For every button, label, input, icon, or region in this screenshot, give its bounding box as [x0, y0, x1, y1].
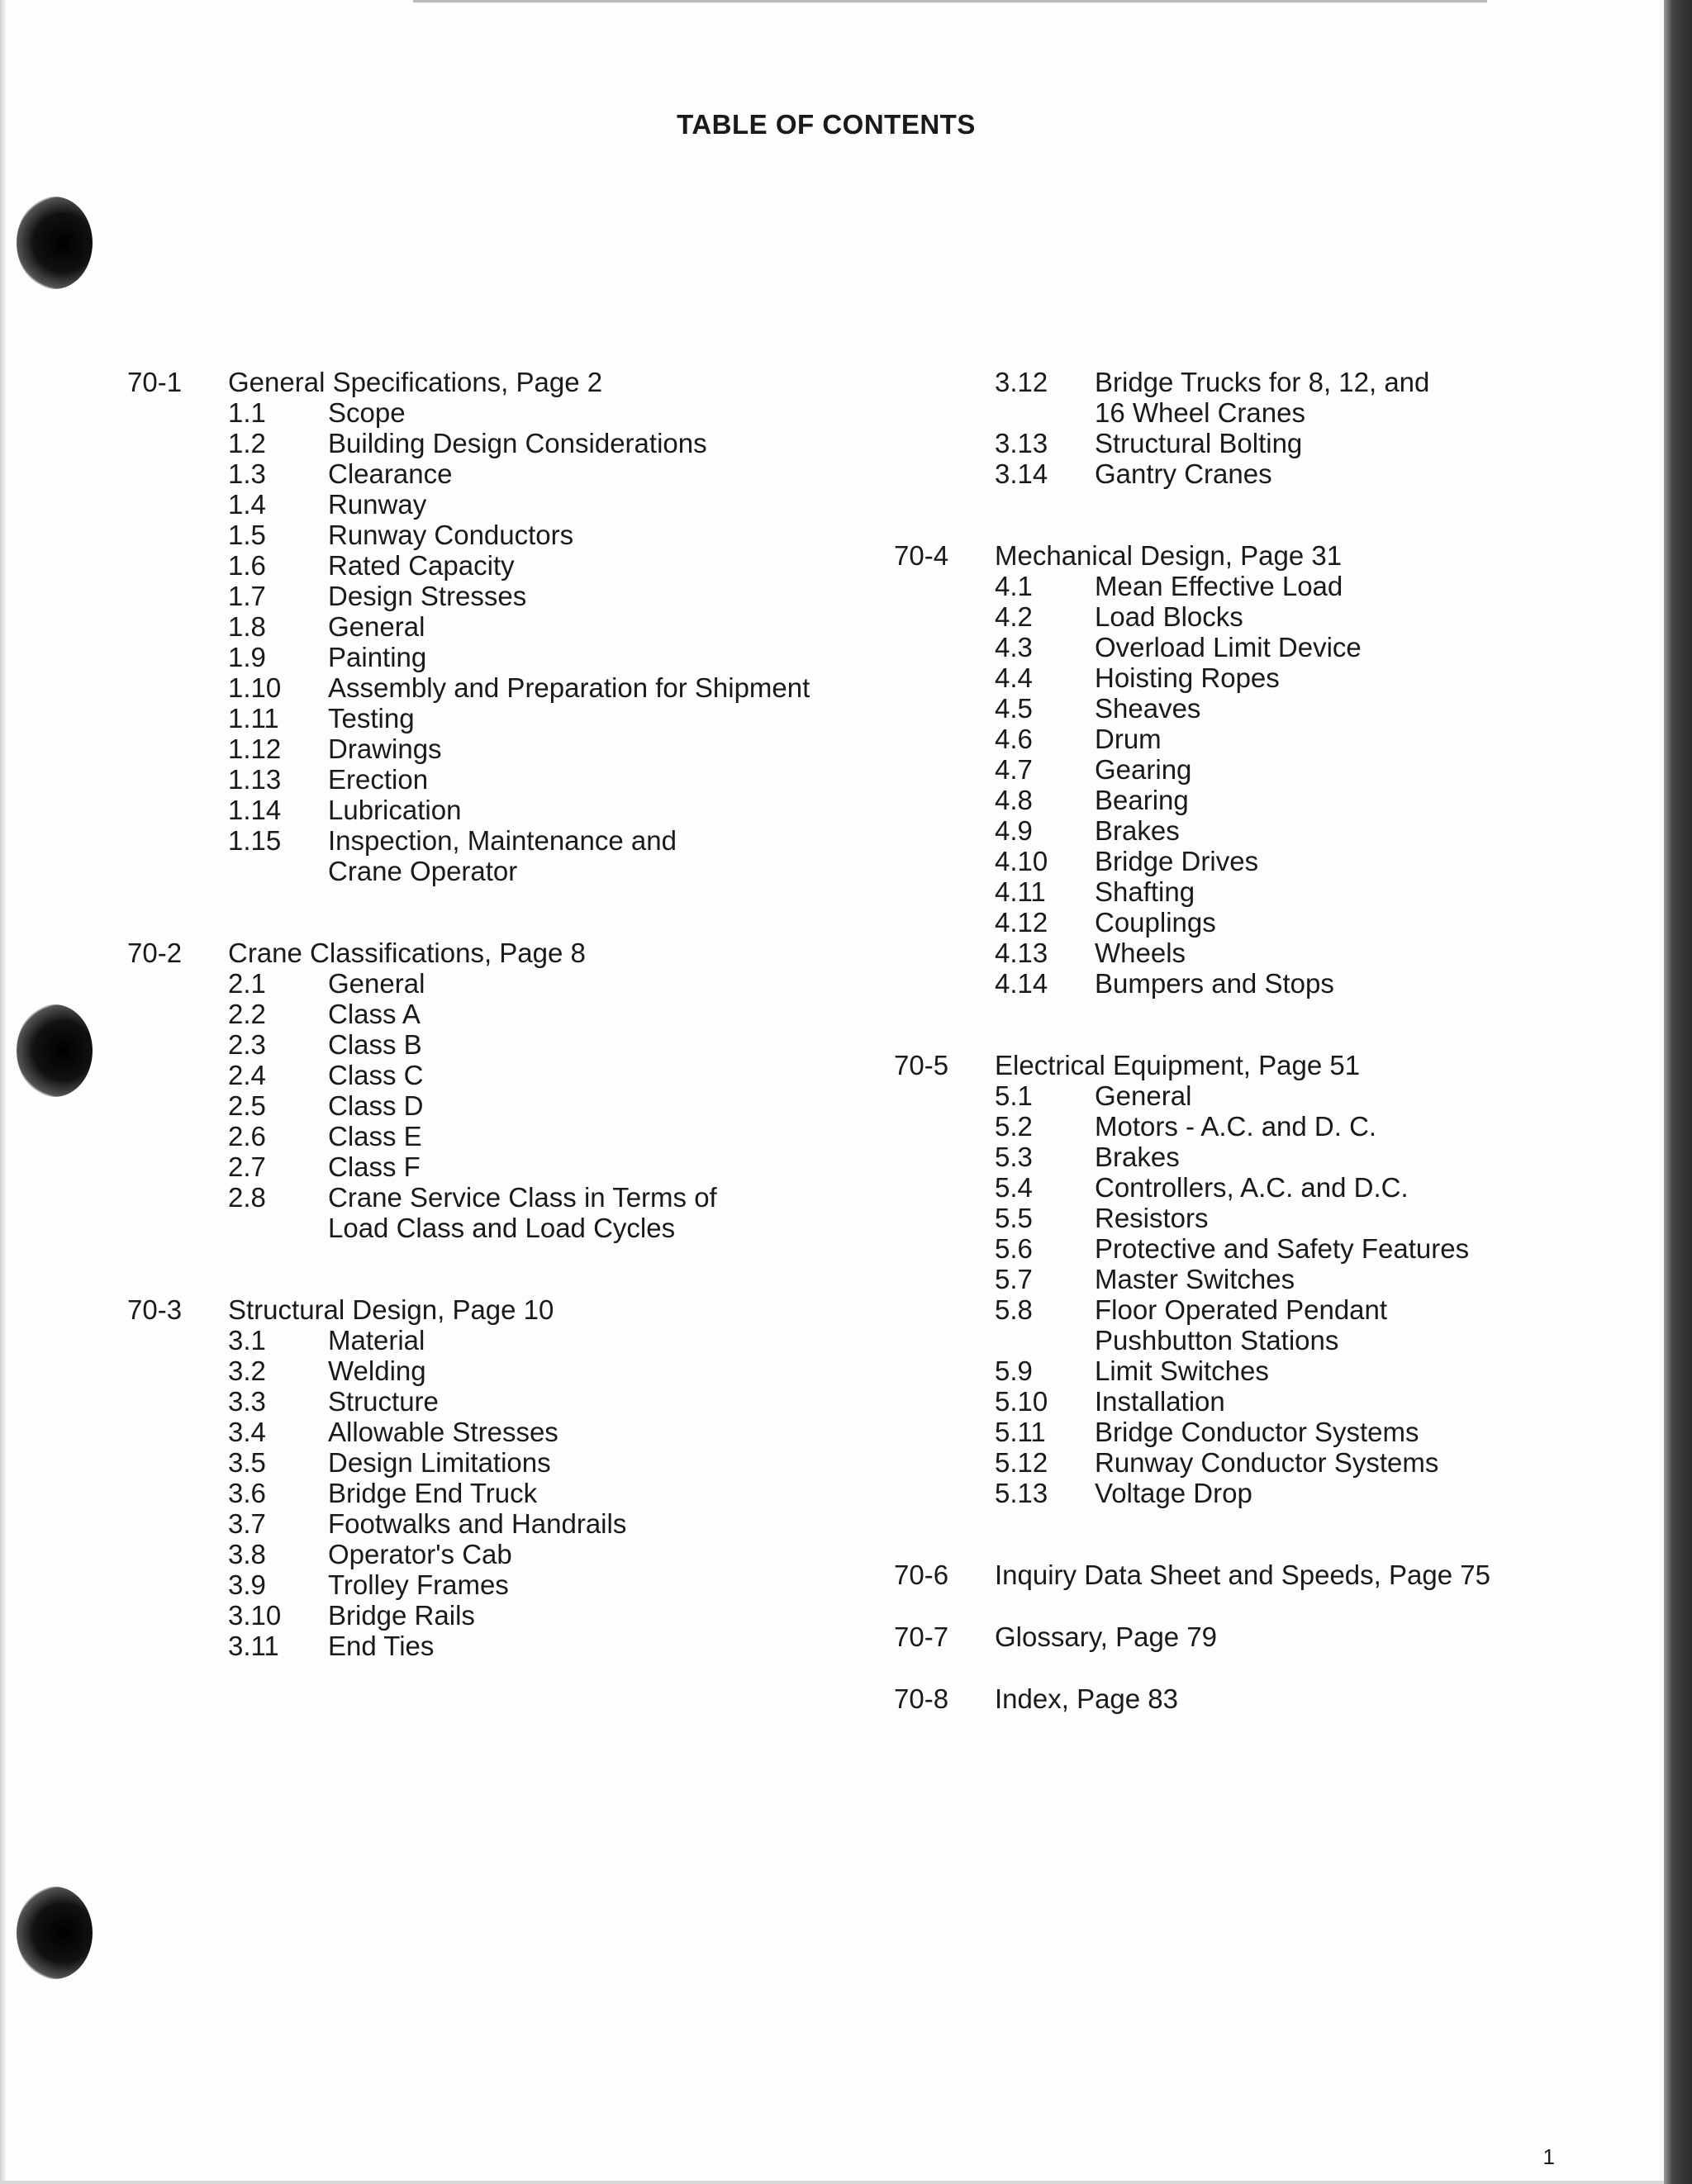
- subsection-title: Class A: [328, 999, 421, 1029]
- subsection-number: 3.2: [228, 1356, 266, 1386]
- toc-subsection: [995, 754, 1621, 785]
- toc-subsection: [995, 571, 1621, 601]
- toc-subsection: [228, 1569, 854, 1600]
- subsection-title: Class E: [328, 1121, 422, 1151]
- subsection-number: 3.13: [995, 428, 1048, 458]
- toc-subsection: [995, 1264, 1621, 1294]
- binding-edge: [1664, 0, 1692, 2184]
- section-title: Electrical Equipment, Page 51: [995, 1050, 1361, 1080]
- toc-subsection: [995, 458, 1621, 489]
- section-title: Structural Design, Page 10: [228, 1294, 554, 1325]
- toc-subsection: [228, 1121, 854, 1151]
- subsection-title: General: [328, 968, 425, 999]
- toc-subsection: [228, 1029, 854, 1060]
- toc-subsection: [228, 734, 854, 764]
- section-number: 70-3: [127, 1294, 183, 1325]
- subsection-number: 3.3: [228, 1386, 266, 1417]
- subsection-title: Footwalks and Handrails: [328, 1508, 627, 1539]
- toc-subsection: [228, 672, 854, 703]
- toc-section: [894, 1560, 1621, 1590]
- toc-continued-items: [894, 367, 1621, 489]
- subsection-title: Controllers, A.C. and D.C.: [1095, 1172, 1409, 1203]
- toc-subsection: [995, 846, 1621, 876]
- subsection-title: Allowable Stresses: [328, 1417, 558, 1447]
- section-number: 70-8: [894, 1683, 949, 1714]
- subsection-number: 5.8: [995, 1294, 1033, 1325]
- toc-subsection: [228, 1090, 854, 1121]
- toc-subsection: [995, 1203, 1621, 1233]
- subsection-title: Clearance: [328, 458, 453, 489]
- subsection-title: Brakes: [1095, 815, 1180, 846]
- section-number: 70-2: [127, 938, 183, 968]
- subsection-title: Crane Service Class in Terms of Load Class and Load Cycles: [328, 1182, 717, 1243]
- subsection-number: 4.11: [995, 876, 1046, 907]
- subsection-number: 3.12: [995, 367, 1048, 397]
- subsection-title: Welding: [328, 1356, 426, 1386]
- toc-subsection: [995, 601, 1621, 632]
- subsection-title: Material: [328, 1325, 425, 1356]
- subsection-title: Load Blocks: [1095, 601, 1243, 632]
- toc-subsection: [995, 1478, 1621, 1508]
- subsection-number: 5.7: [995, 1264, 1033, 1294]
- subsection-number: 3.4: [228, 1417, 266, 1447]
- subsection-title: Drawings: [328, 734, 442, 764]
- subsection-number: 2.5: [228, 1090, 266, 1121]
- toc-section: [894, 1050, 1621, 1508]
- subsection-title: Gearing: [1095, 754, 1192, 785]
- toc-subsection: [995, 938, 1621, 968]
- toc-subsection: [228, 1631, 854, 1661]
- subsection-number: 1.13: [228, 764, 282, 795]
- subsection-title: Bridge End Truck: [328, 1478, 538, 1508]
- subsection-number: 2.7: [228, 1151, 266, 1182]
- subsection-title: Bumpers and Stops: [1095, 968, 1334, 999]
- toc-section: [127, 1294, 854, 1661]
- subsection-title: Bridge Drives: [1095, 846, 1259, 876]
- subsection-number: 4.13: [995, 938, 1048, 968]
- subsection-title: Structural Bolting: [1095, 428, 1303, 458]
- subsection-title: Hoisting Ropes: [1095, 662, 1280, 693]
- toc-subsection: [228, 703, 854, 734]
- subsection-title: Assembly and Preparation for Shipment: [328, 672, 810, 703]
- toc-subsection: [995, 1417, 1621, 1447]
- section-number: 70-6: [894, 1560, 949, 1590]
- page-number: 1: [1542, 2144, 1555, 2169]
- subsection-number: 3.14: [995, 458, 1048, 489]
- subsection-number: 5.9: [995, 1356, 1033, 1386]
- subsection-title: Motors - A.C. and D. C.: [1095, 1111, 1377, 1142]
- subsection-number: 1.9: [228, 642, 266, 672]
- subsection-number: 2.6: [228, 1121, 266, 1151]
- toc-subsection: [228, 550, 854, 581]
- subsection-number: 5.10: [995, 1386, 1048, 1417]
- subsection-number: 1.8: [228, 611, 266, 642]
- subsection-title: Operator's Cab: [328, 1539, 512, 1569]
- toc-subsection: [228, 764, 854, 795]
- toc-subsection: [228, 1325, 854, 1356]
- subsection-title: Testing: [328, 703, 415, 734]
- subsection-number: 1.14: [228, 795, 282, 825]
- section-title: General Specifications, Page 2: [228, 367, 603, 397]
- toc-subsection: [995, 876, 1621, 907]
- subsection-number: 4.12: [995, 907, 1048, 938]
- toc-items: [228, 968, 854, 1243]
- section-number: 70-1: [127, 367, 183, 397]
- subsection-number: 5.4: [995, 1172, 1033, 1203]
- subsection-title: Lubrication: [328, 795, 462, 825]
- subsection-title: General: [1095, 1080, 1192, 1111]
- subsection-number: 4.14: [995, 968, 1048, 999]
- toc-subsection: [228, 968, 854, 999]
- subsection-number: 2.3: [228, 1029, 266, 1060]
- subsection-number: 1.4: [228, 489, 266, 520]
- toc-items: [995, 367, 1621, 489]
- subsection-title: Wheels: [1095, 938, 1186, 968]
- subsection-title: Overload Limit Device: [1095, 632, 1362, 662]
- toc-items: [995, 571, 1621, 999]
- toc-items: [228, 1325, 854, 1661]
- binder-hole-middle: [17, 1004, 93, 1097]
- subsection-title: Mean Effective Load: [1095, 571, 1343, 601]
- subsection-number: 3.11: [228, 1631, 279, 1661]
- page-left-edge: [0, 0, 7, 2184]
- toc-subsection: [995, 1080, 1621, 1111]
- subsection-number: 1.2: [228, 428, 266, 458]
- toc-subsection: [228, 397, 854, 428]
- toc-subsection: [228, 795, 854, 825]
- subsection-title: Erection: [328, 764, 429, 795]
- subsection-title: Gantry Cranes: [1095, 458, 1272, 489]
- toc-subsection: [228, 1447, 854, 1478]
- toc-subsection: [228, 999, 854, 1029]
- toc-subsection: [228, 1182, 854, 1243]
- subsection-number: 2.4: [228, 1060, 266, 1090]
- subsection-title: Runway: [328, 489, 427, 520]
- subsection-title: Inspection, Maintenance and Crane Operator: [328, 825, 677, 886]
- subsection-title: Bridge Trucks for 8, 12, and 16 Wheel Cranes: [1095, 367, 1430, 428]
- toc-subsection: [995, 907, 1621, 938]
- subsection-title: Painting: [328, 642, 427, 672]
- toc-left-column: [127, 367, 854, 1712]
- toc-section: [894, 1683, 1621, 1714]
- subsection-title: Sheaves: [1095, 693, 1201, 724]
- toc-section: [894, 540, 1621, 999]
- subsection-number: 4.9: [995, 815, 1033, 846]
- subsection-title: Runway Conductors: [328, 520, 574, 550]
- subsection-number: 2.8: [228, 1182, 266, 1213]
- subsection-number: 5.6: [995, 1233, 1033, 1264]
- subsection-title: Bridge Conductor Systems: [1095, 1417, 1419, 1447]
- subsection-title: Couplings: [1095, 907, 1216, 938]
- subsection-title: Building Design Considerations: [328, 428, 707, 458]
- section-title: Index, Page 83: [995, 1683, 1179, 1714]
- subsection-title: Class D: [328, 1090, 424, 1121]
- subsection-number: 1.15: [228, 825, 282, 856]
- subsection-number: 5.2: [995, 1111, 1033, 1142]
- subsection-number: 5.12: [995, 1447, 1048, 1478]
- subsection-number: 1.6: [228, 550, 266, 581]
- toc-subsection: [228, 1417, 854, 1447]
- toc-items: [228, 397, 854, 886]
- subsection-title: Bridge Rails: [328, 1600, 475, 1631]
- toc-subsection: [228, 428, 854, 458]
- subsection-number: 5.11: [995, 1417, 1046, 1447]
- page-top-edge: [413, 0, 1487, 2]
- toc-subsection: [228, 1386, 854, 1417]
- subsection-title: Rated Capacity: [328, 550, 515, 581]
- subsection-number: 4.4: [995, 662, 1033, 693]
- toc-subsection: [228, 1508, 854, 1539]
- subsection-number: 1.3: [228, 458, 266, 489]
- toc-subsection: [995, 1447, 1621, 1478]
- toc-subsection: [228, 611, 854, 642]
- toc-section: [127, 938, 854, 1243]
- toc-subsection: [995, 785, 1621, 815]
- subsection-title: Design Limitations: [328, 1447, 551, 1478]
- toc-items: [995, 1080, 1621, 1508]
- toc-subsection: [228, 581, 854, 611]
- toc-subsection: [995, 1172, 1621, 1203]
- section-number: 70-5: [894, 1050, 949, 1080]
- binder-hole-bottom: [17, 1887, 93, 1979]
- subsection-number: 5.3: [995, 1142, 1033, 1172]
- section-title: Crane Classifications, Page 8: [228, 938, 586, 968]
- toc-subsection: [228, 1478, 854, 1508]
- subsection-title: Brakes: [1095, 1142, 1180, 1172]
- subsection-number: 4.2: [995, 601, 1033, 632]
- subsection-title: Scope: [328, 397, 406, 428]
- toc-subsection: [995, 1111, 1621, 1142]
- subsection-number: 2.2: [228, 999, 266, 1029]
- section-title: Glossary, Page 79: [995, 1621, 1218, 1652]
- section-title: Mechanical Design, Page 31: [995, 540, 1343, 571]
- toc-subsection: [995, 1142, 1621, 1172]
- subsection-title: End Ties: [328, 1631, 435, 1661]
- section-number: 70-7: [894, 1621, 949, 1652]
- subsection-number: 1.10: [228, 672, 282, 703]
- toc-subsection: [228, 1356, 854, 1386]
- subsection-number: 3.9: [228, 1569, 266, 1600]
- subsection-title: Floor Operated Pendant Pushbutton Stations: [1095, 1294, 1388, 1356]
- subsection-number: 5.13: [995, 1478, 1048, 1508]
- subsection-title: Master Switches: [1095, 1264, 1295, 1294]
- subsection-number: 4.10: [995, 846, 1048, 876]
- subsection-number: 3.8: [228, 1539, 266, 1569]
- subsection-title: Shafting: [1095, 876, 1195, 907]
- toc-subsection: [995, 662, 1621, 693]
- subsection-title: Drum: [1095, 724, 1162, 754]
- subsection-title: Class C: [328, 1060, 424, 1090]
- subsection-number: 1.5: [228, 520, 266, 550]
- toc-subsection: [995, 1294, 1621, 1356]
- toc-subsection: [228, 1600, 854, 1631]
- toc-right-column: [894, 367, 1621, 1745]
- subsection-number: 4.6: [995, 724, 1033, 754]
- toc-subsection: [995, 1356, 1621, 1386]
- subsection-number: 4.3: [995, 632, 1033, 662]
- toc-subsection: [228, 489, 854, 520]
- subsection-title: Class B: [328, 1029, 422, 1060]
- subsection-number: 5.5: [995, 1203, 1033, 1233]
- subsection-number: 4.8: [995, 785, 1033, 815]
- section-number: 70-4: [894, 540, 949, 571]
- subsection-number: 4.1: [995, 571, 1033, 601]
- toc-subsection: [995, 428, 1621, 458]
- subsection-title: Protective and Safety Features: [1095, 1233, 1470, 1264]
- subsection-title: Design Stresses: [328, 581, 527, 611]
- subsection-number: 3.10: [228, 1600, 282, 1631]
- subsection-title: Resistors: [1095, 1203, 1209, 1233]
- subsection-number: 1.1: [228, 397, 266, 428]
- toc-subsection: [228, 1539, 854, 1569]
- section-title: Inquiry Data Sheet and Speeds, Page 75: [995, 1560, 1490, 1590]
- page-bottom-edge: [0, 2181, 1664, 2184]
- binder-hole-top: [17, 197, 93, 289]
- subsection-title: Limit Switches: [1095, 1356, 1269, 1386]
- subsection-number: 3.5: [228, 1447, 266, 1478]
- toc-subsection: [995, 815, 1621, 846]
- toc-subsection: [228, 642, 854, 672]
- subsection-title: Voltage Drop: [1095, 1478, 1252, 1508]
- subsection-number: 3.1: [228, 1325, 266, 1356]
- subsection-title: Trolley Frames: [328, 1569, 509, 1600]
- toc-subsection: [995, 1233, 1621, 1264]
- subsection-number: 1.7: [228, 581, 266, 611]
- subsection-title: Structure: [328, 1386, 439, 1417]
- toc-section: [127, 367, 854, 886]
- subsection-title: Installation: [1095, 1386, 1225, 1417]
- subsection-title: Bearing: [1095, 785, 1189, 815]
- toc-subsection: [228, 825, 854, 886]
- subsection-number: 3.6: [228, 1478, 266, 1508]
- subsection-number: 1.11: [228, 703, 279, 734]
- toc-subsection: [995, 1386, 1621, 1417]
- page-title: TABLE OF CONTENTS: [677, 109, 976, 140]
- toc-subsection: [995, 968, 1621, 999]
- toc-subsection: [228, 458, 854, 489]
- subsection-number: 2.1: [228, 968, 266, 999]
- subsection-number: 3.7: [228, 1508, 266, 1539]
- toc-subsection: [995, 367, 1621, 428]
- toc-subsection: [228, 520, 854, 550]
- subsection-title: General: [328, 611, 425, 642]
- toc-section: [894, 1621, 1621, 1652]
- subsection-number: 4.7: [995, 754, 1033, 785]
- subsection-number: 4.5: [995, 693, 1033, 724]
- toc-subsection: [995, 693, 1621, 724]
- toc-subsection: [995, 724, 1621, 754]
- subsection-title: Class F: [328, 1151, 421, 1182]
- subsection-number: 5.1: [995, 1080, 1033, 1111]
- subsection-number: 1.12: [228, 734, 282, 764]
- toc-subsection: [228, 1151, 854, 1182]
- subsection-title: Runway Conductor Systems: [1095, 1447, 1439, 1478]
- toc-subsection: [995, 632, 1621, 662]
- toc-subsection: [228, 1060, 854, 1090]
